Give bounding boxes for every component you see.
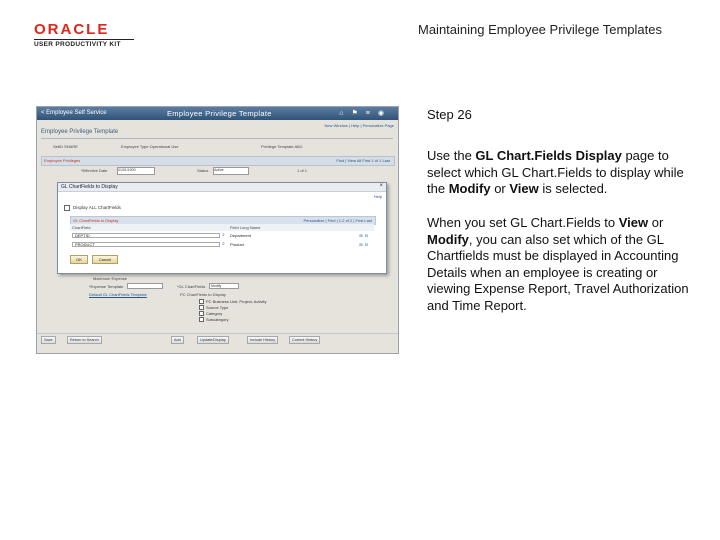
description-emphasis: View <box>509 181 539 197</box>
table-row <box>70 241 374 249</box>
ok-button[interactable]: OK <box>70 255 88 264</box>
privileges-grid-bar <box>41 156 395 166</box>
return-to-search-button[interactable]: Return to Search <box>67 336 102 344</box>
display-all-label: Display ALL ChartFields <box>73 205 121 211</box>
option-checkbox[interactable] <box>199 311 204 316</box>
description-emphasis: Modify <box>448 181 491 197</box>
app-header-title: Employee Privilege Template <box>167 109 272 118</box>
description-paragraph-2 <box>427 215 689 315</box>
grid-title: GL ChartFields to Display <box>73 218 119 223</box>
save-button[interactable]: Save <box>41 336 56 344</box>
document-title: Maintaining Employee Privilege Templates <box>418 22 662 37</box>
help-link[interactable]: Help <box>373 194 382 199</box>
pc-chartfields-label: PC ChartFields to Display <box>180 292 226 297</box>
grid-column-headers <box>70 224 374 231</box>
description-emphasis: Modify <box>427 231 469 247</box>
home-icon[interactable]: ⌂ <box>339 110 352 117</box>
description-text: When you set GL Chart.Fields to <box>427 215 619 230</box>
grid-bar-label: Employee Privileges <box>44 158 81 163</box>
action-icon[interactable]: ◉ <box>377 110 392 117</box>
flag-icon[interactable]: ⚑ <box>351 110 366 117</box>
update-display-button[interactable]: Update/Display <box>197 336 229 344</box>
setid-label: SetID SHARE <box>53 144 78 149</box>
grid-nav[interactable]: Personalize | Find | 1-2 of 2 | First Last <box>303 218 372 223</box>
col-long-name: Field Long Name <box>230 225 261 230</box>
page-title: Employee Privilege Template <box>41 129 119 135</box>
upk-wordmark: USER PRODUCTIVITY KIT <box>34 39 134 48</box>
template-info-row <box>41 144 393 152</box>
pc-option-category[interactable]: Category <box>199 311 222 316</box>
cancel-button[interactable]: Cancel <box>92 255 118 264</box>
expense-template-field[interactable] <box>127 283 163 289</box>
back-link[interactable]: < Employee Self Service <box>41 110 107 116</box>
description-paragraph-1 <box>427 148 689 198</box>
modal-title-bar <box>58 183 386 192</box>
add-button[interactable]: Add <box>171 336 184 344</box>
gl-chartfields-select[interactable]: Modify <box>209 283 239 289</box>
gl-chartfields-modal <box>57 182 387 274</box>
description-text: Use the <box>427 148 476 163</box>
pc-option-bu-project[interactable]: PC Business Unit, Project, Activity <box>199 299 266 304</box>
long-name-value: Product <box>230 242 244 247</box>
description-text: or <box>490 181 510 197</box>
correct-history-button[interactable]: Correct History <box>289 336 320 344</box>
option-checkbox[interactable] <box>199 305 204 310</box>
description-emphasis: GL Chart.Fields Display <box>475 148 622 163</box>
lookup-icon[interactable]: ⌕ <box>222 232 225 238</box>
include-history-button[interactable]: Include History <box>247 336 278 344</box>
chartfield-input[interactable]: PRODUCT <box>72 242 220 247</box>
close-icon[interactable]: × <box>379 183 383 189</box>
description-text: or <box>648 215 664 230</box>
title-divider <box>41 138 393 139</box>
expense-template-label: *Expense Template <box>89 284 124 289</box>
app-header-bar <box>37 107 398 120</box>
template-label: Privilege Template ABC <box>261 144 303 149</box>
description-text: , you can also set which of the GL Chartfields must be displayed in Accounting Details when an employee is creating or viewing Expense Report, Travel Authorization and Time Report. <box>427 231 689 313</box>
effdate-field[interactable]: 01/01/1900 <box>117 167 155 175</box>
effdate-label: *Effective Date <box>81 168 108 173</box>
employee-type-label: Employee Type Operational Use <box>121 144 179 149</box>
oracle-upk-logo <box>34 22 134 48</box>
display-all-checkbox[interactable] <box>64 205 70 211</box>
chartfield-input[interactable]: DEPTID <box>72 233 220 238</box>
option-checkbox[interactable] <box>199 299 204 304</box>
header-icons <box>339 109 392 117</box>
step-label: Step 26 <box>427 107 472 122</box>
description-emphasis: View <box>618 215 649 230</box>
display-all-checkbox-row[interactable] <box>64 205 121 211</box>
lower-form <box>37 275 398 325</box>
status-label: Status <box>197 168 209 173</box>
status-select[interactable]: Active <box>213 167 249 175</box>
application-screenshot <box>36 106 399 354</box>
oracle-wordmark: ORACLE <box>34 21 110 38</box>
add-delete-row-icons[interactable]: ⊞⊟ <box>359 242 370 247</box>
col-chartfield: ChartField <box>72 225 91 230</box>
default-gl-template-link[interactable]: Default GL ChartFields Template <box>89 292 147 297</box>
description-text: page to select which GL Chart.Fields to display while the <box>427 148 684 197</box>
long-name-value: Department <box>230 233 251 238</box>
table-row <box>70 232 374 240</box>
max-expense-label: Maximum Expense <box>93 276 128 281</box>
menu-icon[interactable]: ≡ <box>365 110 378 117</box>
pc-option-subcategory[interactable]: Subcategory <box>199 317 228 322</box>
add-delete-row-icons[interactable]: ⊞⊟ <box>359 233 370 238</box>
range-label: 1 of 1 <box>297 168 308 173</box>
modal-title: GL ChartFields to Display <box>61 184 118 190</box>
lookup-icon[interactable]: ⌕ <box>222 241 225 247</box>
gl-chartfields-label: *GL ChartFields <box>177 284 206 289</box>
pc-option-source-type[interactable]: Source Type <box>199 305 228 310</box>
option-checkbox[interactable] <box>199 317 204 322</box>
description-text: is selected. <box>538 181 608 197</box>
grid-bar-nav[interactable]: Find | View All First 1 of 1 Last <box>336 158 390 163</box>
header-links[interactable]: New Window | Help | Personalize Page <box>324 123 394 128</box>
page-button-bar <box>37 333 398 344</box>
